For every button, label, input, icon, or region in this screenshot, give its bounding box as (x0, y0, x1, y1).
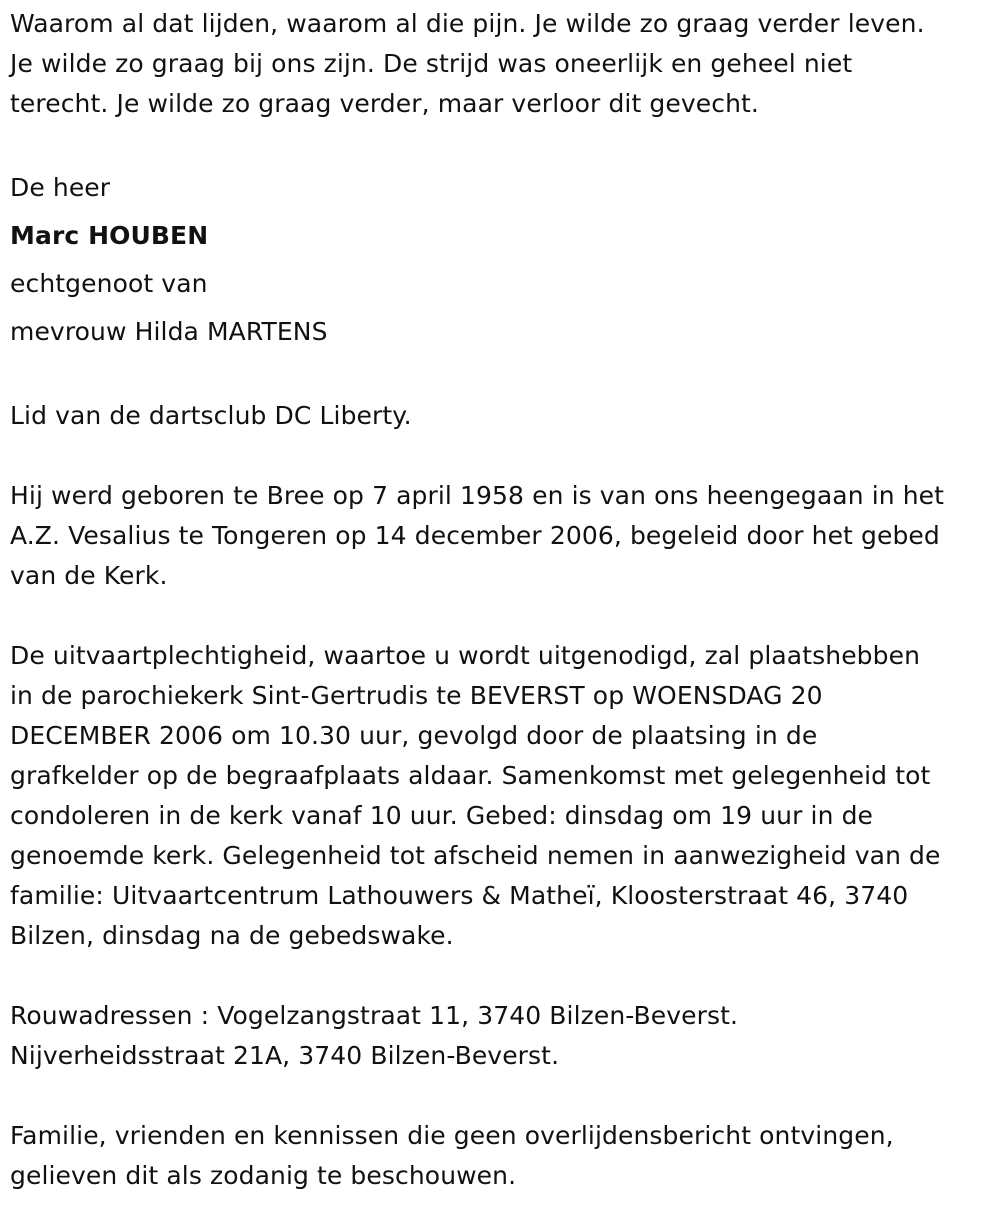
funeral-line: familie: Uitvaartcentrum Lathouwers & Matheï, Kloosterstraat 46, 3740 (10, 881, 909, 910)
funeral-line: Bilzen, dinsdag na de gebedswake. (10, 921, 454, 950)
membership-line: Lid van de dartsclub DC Liberty. (10, 401, 412, 430)
paragraph-spacer (10, 596, 990, 636)
closing-paragraph (10, 1116, 990, 1196)
funeral-paragraph (10, 636, 990, 956)
birth-death-line: van de Kerk. (10, 561, 168, 590)
closing-line: Familie, vrienden en kennissen die geen overlijdensbericht ontvingen, (10, 1121, 894, 1150)
paragraph-spacer (10, 956, 990, 996)
paragraph-spacer (10, 436, 990, 476)
poem-line: Je wilde zo graag bij ons zijn. De strijd was oneerlijk en geheel niet (10, 49, 853, 78)
addresses-paragraph (10, 996, 990, 1076)
address-line: Rouwadressen : Vogelzangstraat 11, 3740 Bilzen-Beverst. (10, 1001, 739, 1030)
deceased-title: De heer (10, 173, 111, 202)
birth-death-line: A.Z. Vesalius te Tongeren op 14 december 2006, begeleid door het gebed (10, 521, 940, 550)
birth-death-paragraph (10, 476, 990, 596)
funeral-line: DECEMBER 2006 om 10.30 uur, gevolgd door de plaatsing in de (10, 721, 818, 750)
poem-paragraph (10, 4, 990, 124)
paragraph-spacer (10, 1076, 990, 1116)
deceased-relation: echtgenoot van (10, 269, 208, 298)
funeral-line: condoleren in de kerk vanaf 10 uur. Gebed: dinsdag om 19 uur in de (10, 801, 874, 830)
address-line: Nijverheidsstraat 21A, 3740 Bilzen-Beverst. (10, 1041, 560, 1070)
poem-line: terecht. Je wilde zo graag verder, maar verloor dit gevecht. (10, 89, 759, 118)
deceased-identity (10, 164, 990, 356)
funeral-line: De uitvaartplechtigheid, waartoe u wordt uitgenodigd, zal plaatshebben (10, 641, 921, 670)
funeral-line: genoemde kerk. Gelegenheid tot afscheid nemen in aanwezigheid van de (10, 841, 941, 870)
membership-paragraph (10, 396, 990, 436)
spouse-name: mevrouw Hilda MARTENS (10, 317, 328, 346)
funeral-line: in de parochiekerk Sint-Gertrudis te BEVERST op WOENSDAG 20 (10, 681, 823, 710)
poem-line: Waarom al dat lijden, waarom al die pijn. Je wilde zo graag verder leven. (10, 9, 925, 38)
paragraph-spacer (10, 124, 990, 164)
birth-death-line: Hij werd geboren te Bree op 7 april 1958 en is van ons heengegaan in het (10, 481, 945, 510)
closing-line: gelieven dit als zodanig te beschouwen. (10, 1161, 517, 1190)
paragraph-spacer (10, 356, 990, 396)
funeral-line: grafkelder op de begraafplaats aldaar. Samenkomst met gelegenheid tot (10, 761, 931, 790)
deceased-name: Marc HOUBEN (10, 221, 209, 250)
